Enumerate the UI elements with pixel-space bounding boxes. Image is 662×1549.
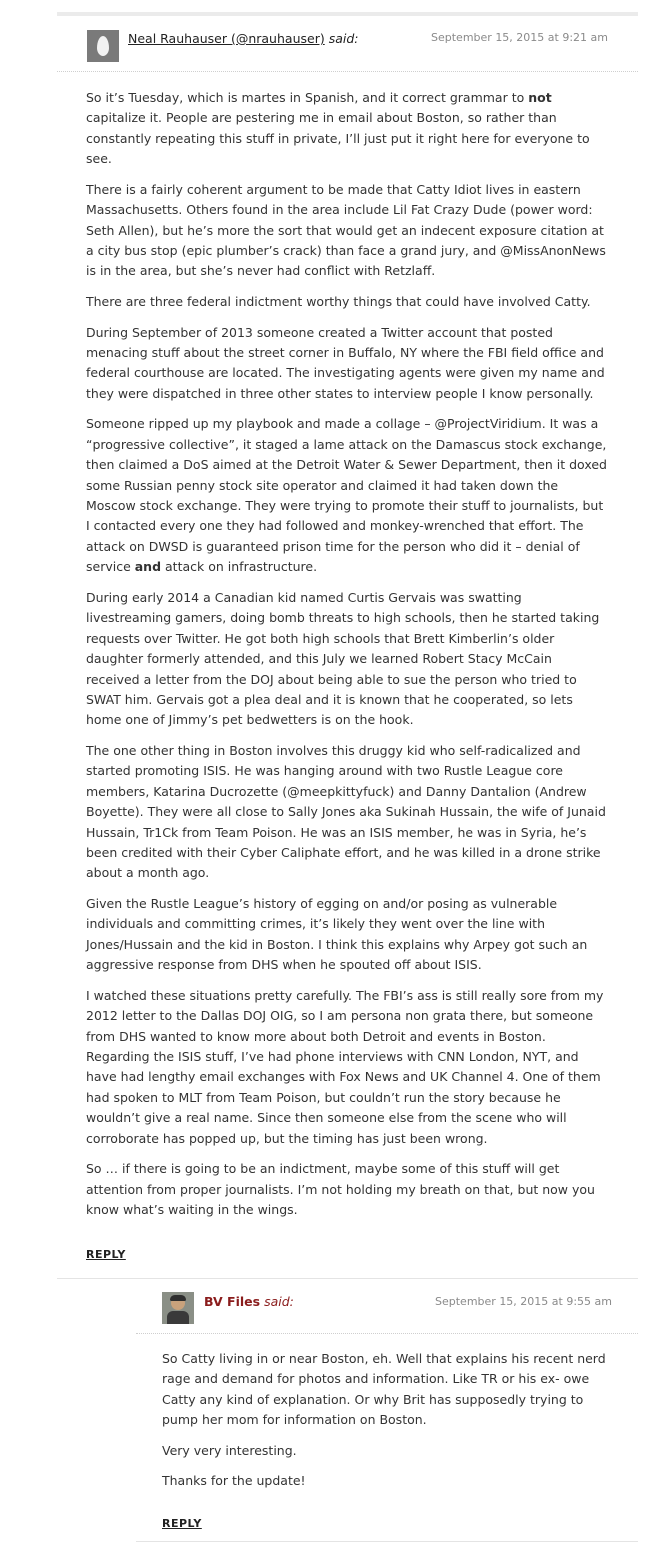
comment-divider — [57, 1278, 638, 1279]
comment-paragraph: There is a fairly coherent argument to be made that Catty Idiot lives in eastern Massachusetts. Others found in the area include Lil Fat Crazy Dude (power word: Seth Allen), but he’s more the sort that would get an indecent exposure citation at a city bus stop (epic plumber’s crack) than face a grand jury, and @MissAnonNews is in the area, but she’s never had conflict with Retzlaff. — [86, 181, 606, 279]
author-name[interactable]: BV Files — [204, 1294, 261, 1309]
comment-body — [57, 72, 638, 1265]
comment-paragraph: Given the Rustle League’s history of egging on and/or posing as vulnerable individuals and committing crimes, it’s likely they went over the line with Jones/Hussain and the kid in Boston. I think this explains why Arpey got such an aggressive response from DHS when he spouted off about ISIS. — [86, 895, 588, 973]
comment-author — [128, 31, 359, 46]
comment-author — [204, 1294, 294, 1309]
default-egg-avatar-icon — [97, 36, 109, 56]
said-label: said: — [264, 1294, 294, 1309]
comment-paragraph: There are three federal indictment worthy things that could have involved Catty. — [86, 294, 591, 310]
comment-paragraph: During September of 2013 someone created a Twitter account that posted menacing stuff about the street corner in Buffalo, NY where the FBI field office and federal courthouse are located. The investigating agents were given my name and they were dispatched in three other states to interview people I know personally. — [86, 324, 605, 401]
comment-bv-files — [136, 1280, 638, 1534]
comment-header — [136, 1280, 638, 1334]
comment-date[interactable]: September 15, 2015 at 9:55 am — [435, 1295, 612, 1308]
author-link[interactable]: Neal Rauhauser (@nrauhauser) — [128, 31, 325, 46]
comment-divider — [136, 1541, 638, 1542]
comment-date[interactable]: September 15, 2015 at 9:21 am — [431, 31, 608, 44]
reply-button[interactable]: REPLY — [86, 1247, 126, 1261]
comment-body — [136, 1334, 638, 1534]
said-label: said: — [328, 31, 359, 46]
comment-neal-rauhauser — [57, 16, 638, 1265]
comment-paragraph: I watched these situations pretty carefully. The FBI’s ass is still really sore from my 2012 letter to the Dallas DOJ OIG, so I am persona non grata there, but someone from DHS wanted to know more about both Detroit and events in Boston. Regarding the ISIS stuff, I’ve had phone interviews with CNN London, NYT, and have had lengthy email exchanges with Fox News and UK Channel 4. One of them had spoken to MLT from Team Poison, but couldn’t run the story because he wouldn’t give a real name. Since then someone else from the scene who will corroborate has popped up, but the timing has just been wrong. — [86, 987, 604, 1146]
avatar — [162, 1292, 194, 1324]
reply-button[interactable]: REPLY — [162, 1517, 202, 1530]
comment-paragraph: So … if there is going to be an indictment, maybe some of this stuff will get attention from proper journalists. I’m not holding my breath on that, but now you know what’s waiting in the wings. — [86, 1161, 595, 1217]
comment-paragraph: Someone ripped up my playbook and made a collage – @ProjectViridium. It was a “progressive collective”, it staged a lame attack on the Damascus stock exchange, then claimed a DoS aimed at the Detroit Water & Sewer Department, then it doxed some Russian penny stock site operator and claimed it had taken down the Moscow stock exchange. They were trying to promote their stuff to journalists, but I contacted every one they had followed and monkey-wrenched that effort. The attack on DWSD is guaranteed prison time for the person who did it – denial of service and attack on infrastructure. — [86, 416, 607, 575]
avatar-photo-icon — [167, 1311, 189, 1324]
comment-paragraph: During early 2014 a Canadian kid named Curtis Gervais was swatting livestreaming gamers, doing bomb threats to high schools, then he started taking requests over Twitter. He got both high schools that Brett Kimberlin’s older daughter formerly attended, and this July we learned Robert Stacy McCain received a letter from the DOJ about being able to sue the person who tried to SWAT him. Gervais got a plea deal and it is known that he cooperated, so lets home one of Jimmy’s pet bedwetters is on the hook. — [86, 589, 600, 728]
avatar — [87, 30, 119, 62]
comment-paragraph: So Catty living in or near Boston, eh. Well that explains his recent nerd rage and demand for photos and information. Like TR or his ex- owe Catty any kind of explanation. Or why Brit has supposedly trying to pump her mom for information on Boston. — [162, 1351, 606, 1428]
comment-paragraph: So it’s Tuesday, which is martes in Spanish, and it correct grammar to not capitalize it. People are pestering me in email about Boston, so rather than constantly repeating this stuff in private, I’ll just put it right here for everyone to see. — [86, 90, 590, 167]
comment-paragraph: Very very interesting. — [162, 1442, 297, 1458]
comment-header — [57, 16, 638, 72]
comment-paragraph: Thanks for the update! — [162, 1473, 306, 1489]
comment-paragraph: The one other thing in Boston involves this druggy kid who self-radicalized and started promoting ISIS. He was hanging around with two Rustle League core members, Katarina Ducrozette (@meepkittyfuck) and Danny Dantalion (Andrew Boyette). They were all close to Sally Jones aka Sukinah Hussain, the wife of Junaid Hussain, Tr1Ck from Team Poison. He was an ISIS member, he was in Syria, he’s been credited with their Cyber Caliphate effort, and he was killed in a drone strike about a month ago. — [86, 742, 606, 881]
